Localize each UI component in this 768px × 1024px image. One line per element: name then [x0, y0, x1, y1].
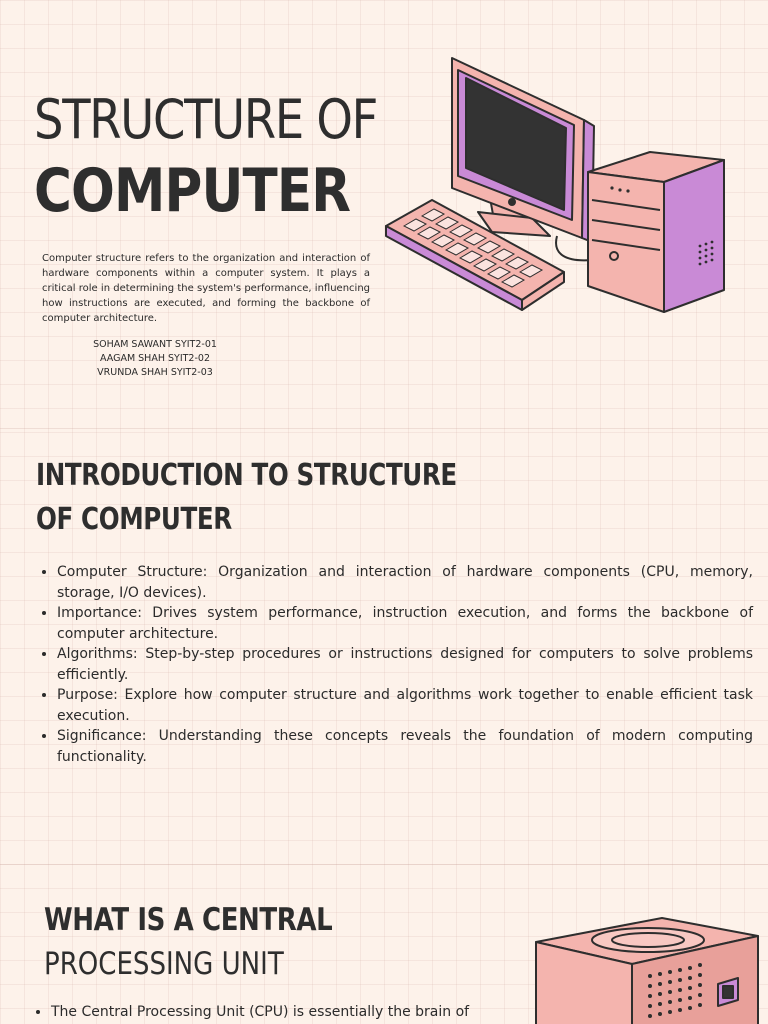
power-supply-icon	[532, 914, 762, 1024]
author-item: SOHAM SAWANT SYIT2-01	[93, 339, 217, 350]
title-description: Computer structure refers to the organization and interaction of hardware components within a computer system. It plays a critical role in determining the system's performance, influencing how instructions are executed, and forming the backbone of computer architecture.	[42, 253, 370, 324]
author-item: VRUNDA SHAH SYIT2-03	[97, 367, 213, 378]
list-item: • Importance: Drives system performance, instruction execution, and forms the backbone of computer architecture.	[57, 603, 753, 644]
cpu-heading-line-1: WHAT IS A CENTRAL	[44, 902, 333, 938]
list-item: • Significance: Understanding these concepts reveals the foundation of modern computing functionality.	[57, 726, 753, 767]
cpu-bullet-list	[34, 1002, 521, 1022]
intro-heading-line-1: INTRODUCTION TO STRUCTURE	[36, 458, 457, 493]
slide-title	[0, 0, 768, 428]
intro-bullet-list	[40, 562, 753, 767]
slide-cpu	[0, 864, 768, 1024]
list-item: • Purpose: Explore how computer structure and algorithms work together to enable efficient task execution.	[57, 685, 753, 726]
author-item: AAGAM SHAH SYIT2-02	[99, 353, 210, 364]
cpu-heading-line-2: PROCESSING UNIT	[44, 946, 284, 982]
list-item: • The Central Processing Unit (CPU) is essentially the brain of	[51, 1002, 521, 1022]
author-list	[60, 338, 250, 380]
title-line-2: COMPUTER	[34, 156, 351, 226]
list-item: • Computer Structure: Organization and interaction of hardware components (CPU, memory, storage, I/O devices).	[57, 562, 753, 603]
intro-heading-line-2: OF COMPUTER	[36, 502, 232, 537]
title-line-1: STRUCTURE OF	[34, 88, 378, 151]
desktop-computer-icon	[382, 50, 732, 325]
list-item: • Algorithms: Step-by-step procedures or instructions designed for computers to solve problems efficiently.	[57, 644, 753, 685]
slide-introduction	[0, 428, 768, 864]
